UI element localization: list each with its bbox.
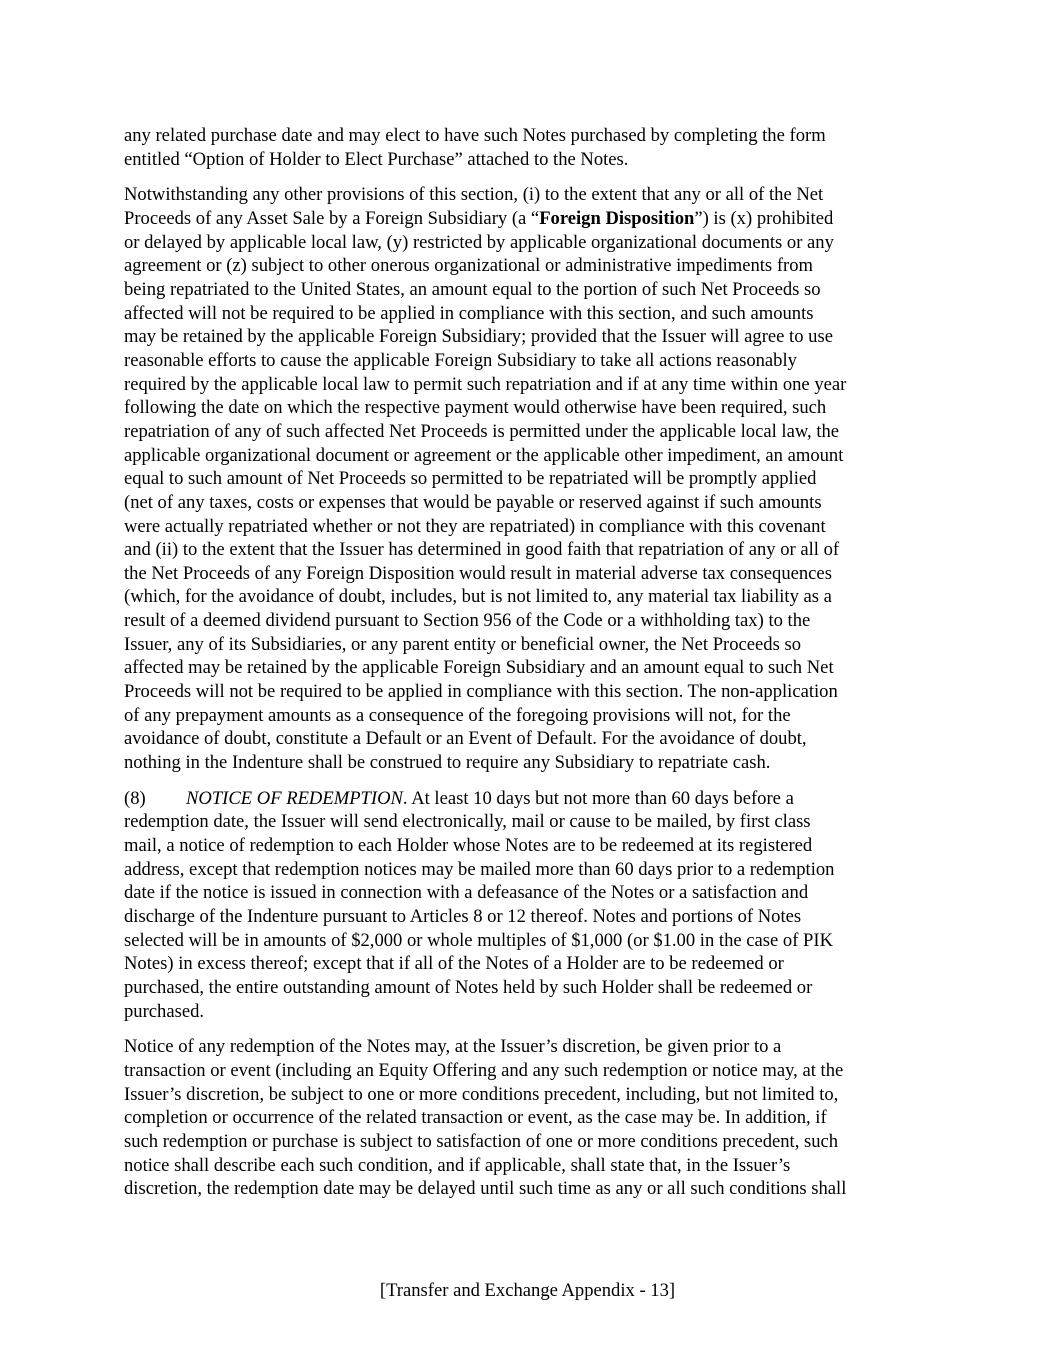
- section-heading: NOTICE OF REDEMPTION: [186, 787, 403, 809]
- document-body: [124, 124, 936, 1213]
- section-8-notice-of-redemption: [124, 787, 936, 1024]
- defined-term-foreign-disposition: Foreign Disposition: [539, 207, 695, 229]
- paragraph-notice-conditions: Notice of any redemption of the Notes may, at the Issuer’s discretion, be given prior to a transaction or event (including an Equity Offering and any such redemption or notice may, at the Issuer’s discretion, be subject to one or more conditions precedent, including, but not limited to, completion or occurrence of the related transaction or event, as the case may be. In addition, if such redemption or purchase is subject to satisfaction of one or more conditions precedent, such notice shall describe each such condition, and if applicable, shall state that, in the Issuer’s discretion, the redemption date may be delayed until such time as any or all such conditions shall: [124, 1036, 847, 1200]
- paragraph-option-of-holder: any related purchase date and may elect to have such Notes purchased by completing the form entitled “Option of Holder to Elect Purchase” attached to the Notes.: [124, 125, 826, 170]
- section-text: . At least 10 days but not more than 60 days before a redemption date, the Issuer will send electronically, mail or cause to be mailed, by first class mail, a notice of redemption to each Holder whose Notes are to be redeemed at its registered address, except that redemption notices may be mailed more than 60 days prior to a redemption date if the notice is issued in connection with a defeasance of the Notes or a satisfaction and discharge of the Indenture pursuant to Articles 8 or 12 thereof. Notes and portions of Notes selected will be in amounts of $2,000 or whole multiples of $1,000 (or $1.00 in the case of PIK Notes) in excess thereof; except that if all of the Notes of a Holder are to be redeemed or purchased, the entire outstanding amount of Notes held by such Holder shall be redeemed or purchased.: [124, 787, 835, 1022]
- section-number: (8): [124, 787, 146, 809]
- paragraph-text: ”) is (x) prohibited or delayed by applicable local law, (y) restricted by applicable organizational documents or any agreement or (z) subject to other onerous organizational or administrative impediments from being repatriated to the United States, an amount equal to the portion of such Net Proceeds so affected will not be required to be applied in compliance with this section, and such amounts may be retained by the applicable Foreign Subsidiary; provided that the Issuer will agree to use reasonable efforts to cause the applicable Foreign Subsidiary to take all actions reasonably required by the applicable local law to permit such repatriation and if at any time within one year following the date on which the respective payment would otherwise have been required, such repatriation of any of such affected Net Proceeds is permitted under the applicable local law, the applicable organizational document or agreement or the applicable other impediment, an amount equal to such amount of Net Proceeds so permitted to be repatriated will be promptly applied (net of any taxes, costs or expenses that would be payable or reserved against if such amounts were actually repatriated whether or not they are repatriated) in compliance with this covenant and (ii) to the extent that the Issuer has determined in good faith that repatriation of any or all of the Net Proceeds of any Foreign Disposition would result in material adverse tax consequences (which, for the avoidance of doubt, includes, but is not limited to, any material tax liability as a result of a deemed dividend pursuant to Section 956 of the Code or a withholding tax) to the Issuer, any of its Subsidiaries, or any parent entity or beneficial owner, the Net Proceeds so affected may be retained by the applicable Foreign Subsidiary and an amount equal to such Net Proceeds will not be required to be applied in compliance with this section. The non-application of any prepayment amounts as a consequence of the foregoing provisions will not, for the avoidance of doubt, constitute a Default or an Event of Default. For the avoidance of doubt, nothing in the Indenture shall be construed to require any Subsidiary to repatriate cash.: [124, 207, 847, 774]
- paragraph-text: Notwithstanding any other provisions of this section, (i) to the extent that any or all of the Net Proceeds of any Asset Sale by a Foreign Subsidiary (a “: [124, 184, 824, 229]
- paragraph-foreign-disposition: [124, 183, 936, 774]
- page-footer: [Transfer and Exchange Appendix - 13]: [379, 1280, 676, 1301]
